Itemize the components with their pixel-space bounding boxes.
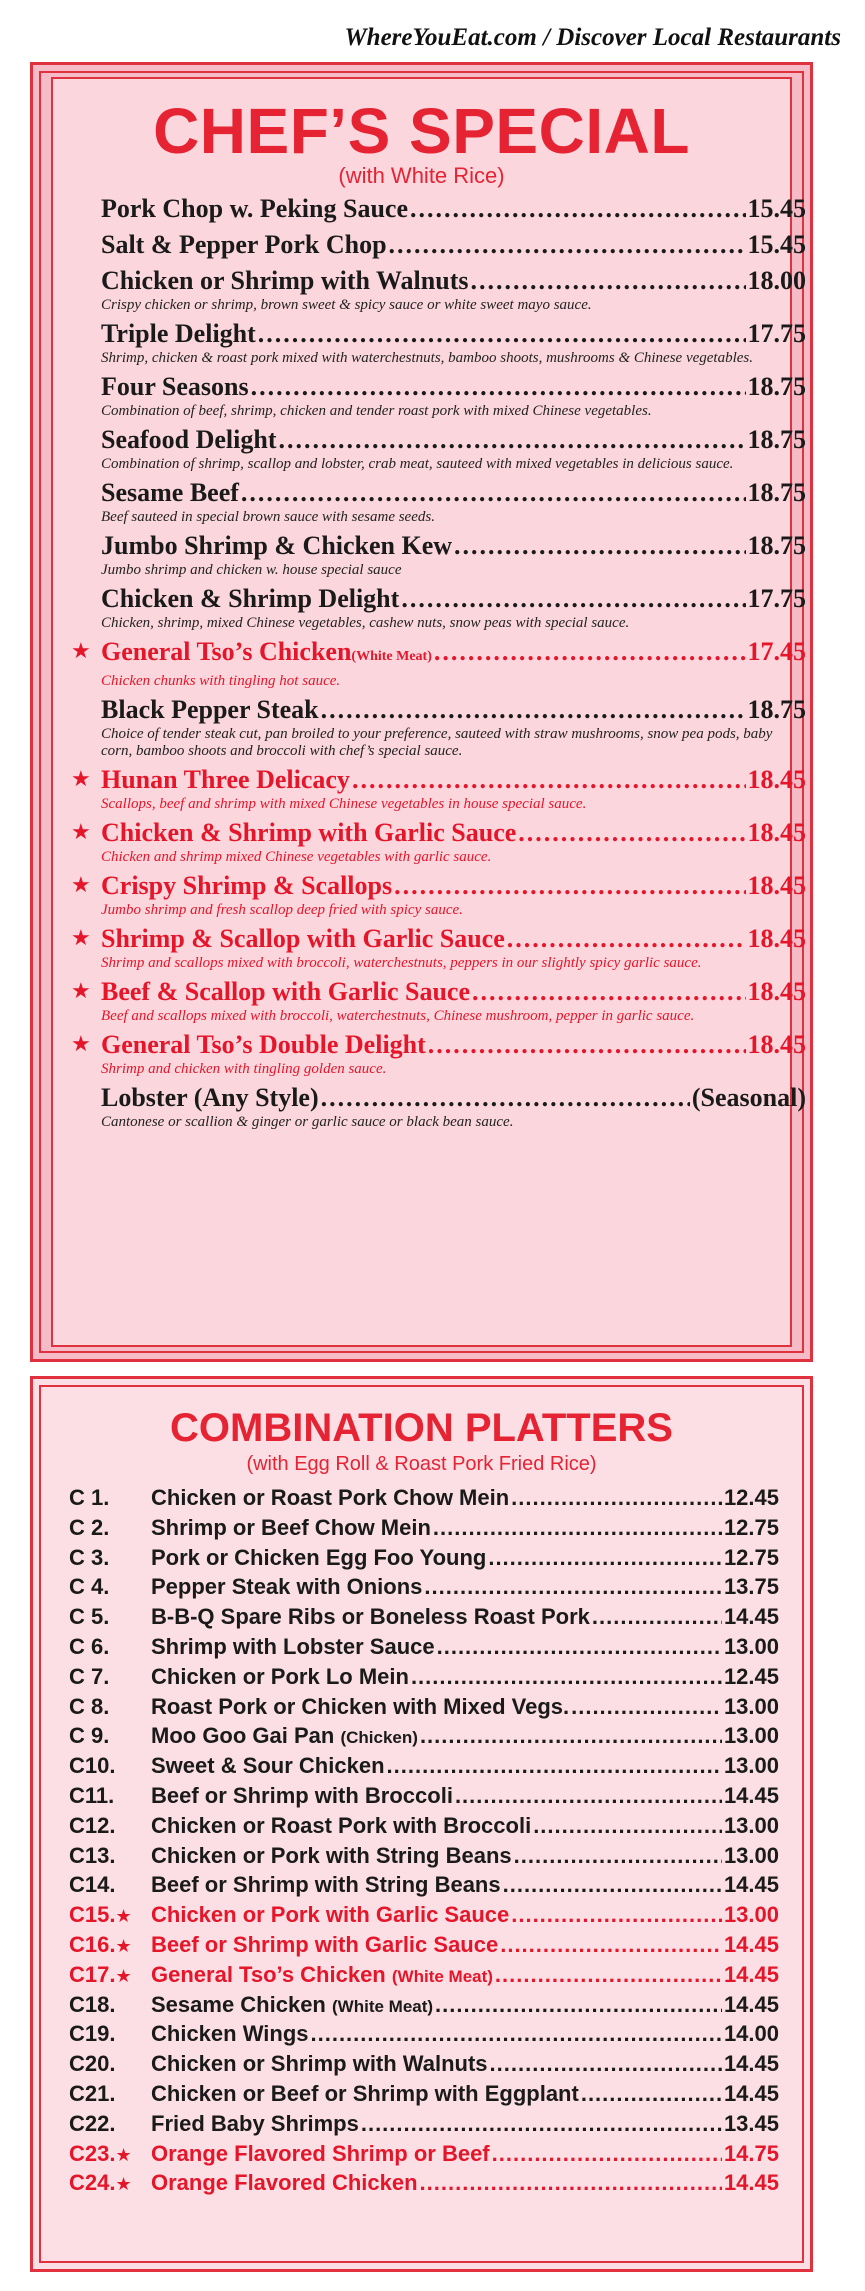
- combo-code-text: C 7.: [69, 1663, 110, 1689]
- leader-dots: [435, 1992, 722, 2018]
- menu-item-description: Shrimp and scallops mixed with broccoli, waterchestnuts, peppers in our slightly spicy garlic sauce.: [101, 955, 702, 971]
- leader-dots: [258, 318, 746, 350]
- leader-dots: [472, 976, 745, 1008]
- menu-item-price: 17.45: [747, 637, 806, 666]
- menu-item-description: Shrimp and chicken with tingling golden sauce.: [101, 1061, 387, 1077]
- combo-row: [69, 2170, 779, 2200]
- combo-code: [69, 1515, 151, 1541]
- combo-code: [69, 1962, 151, 1988]
- combo-price: 14.45: [723, 1872, 779, 1898]
- combination-platters-panel: [30, 1376, 813, 2272]
- menu-item-line: [101, 764, 806, 796]
- menu-item-name: Triple Delight: [101, 319, 256, 348]
- combo-price: 13.00: [723, 1842, 779, 1868]
- combo-code: [69, 1813, 151, 1839]
- menu-item-price: 18.45: [747, 924, 806, 953]
- star-icon: ★: [71, 639, 91, 664]
- combo-price: 13.00: [723, 1633, 779, 1659]
- combo-note: (White Meat): [391, 1966, 493, 1986]
- combo-code-text: C20.: [69, 2051, 116, 2077]
- leader-dots: [514, 1843, 722, 1869]
- combo-name: Shrimp with Lobster Sauce: [151, 1633, 435, 1659]
- combo-name: Chicken or Beef or Shrimp with Eggplant: [151, 2080, 579, 2106]
- combo-name: Chicken or Shrimp with Walnuts: [151, 2051, 488, 2077]
- menu-item-description: Combination of shrimp, scallop and lobster, crab meat, sauteed with mixed vegetables in delicious sauce.: [101, 456, 734, 472]
- leader-dots: [361, 2111, 722, 2137]
- leader-dots: [411, 1664, 722, 1690]
- combination-subtitle: (with Egg Roll & Roast Pork Fried Rice): [246, 1453, 597, 1475]
- leader-dots: [251, 371, 746, 403]
- star-icon: ★: [71, 926, 91, 951]
- menu-item-name: Crispy Shrimp & Scallops: [101, 871, 393, 900]
- menu-item-name: Seafood Delight: [101, 425, 277, 454]
- combo-code: [69, 2081, 151, 2107]
- leader-dots: [279, 424, 746, 456]
- menu-item-price: 18.45: [747, 765, 806, 794]
- combo-row: [69, 2021, 779, 2051]
- leader-dots: [454, 530, 745, 562]
- leader-dots: [571, 1694, 722, 1720]
- combo-price: 14.45: [723, 2170, 779, 2196]
- chefs-special-list: [71, 193, 806, 1135]
- menu-item-name: Jumbo Shrimp & Chicken Kew: [101, 531, 453, 560]
- combo-code: [69, 2141, 151, 2167]
- combo-row: [69, 1515, 779, 1545]
- combo-row: [69, 1992, 779, 2022]
- menu-item-price: 18.45: [747, 871, 806, 900]
- combo-row: [69, 1545, 779, 1575]
- menu-item-description: Cantonese or scallion & ginger or garlic sauce or black bean sauce.: [101, 1114, 514, 1130]
- combo-code-text: C13.: [69, 1842, 116, 1868]
- menu-item: [71, 923, 806, 972]
- combination-title: COMBINATION PLATTERS: [170, 1406, 673, 1450]
- combo-code: [69, 1664, 151, 1690]
- combo-code: [69, 1723, 151, 1749]
- combo-row: [69, 1843, 779, 1873]
- menu-item: [101, 694, 806, 760]
- combo-price: 12.75: [723, 1544, 779, 1570]
- menu-item-name: Four Seasons: [101, 372, 249, 401]
- combo-code-text: C21.: [69, 2080, 116, 2106]
- combo-row: [69, 1813, 779, 1843]
- menu-item-price: 15.45: [747, 230, 806, 259]
- menu-item-line: [101, 530, 806, 562]
- menu-item-line: [101, 229, 806, 261]
- leader-dots: [500, 1932, 722, 1958]
- combo-row: [69, 1723, 779, 1753]
- combo-row: [69, 1932, 779, 1962]
- leader-dots: [420, 2170, 722, 2196]
- combo-code-text: C22.: [69, 2110, 116, 2136]
- combo-price: 14.45: [723, 1604, 779, 1630]
- menu-item-name: General Tso’s Chicken: [101, 637, 352, 666]
- star-icon: ★: [115, 2144, 132, 2166]
- leader-dots: [507, 923, 746, 955]
- combo-row: [69, 2111, 779, 2141]
- combo-name: Fried Baby Shrimps: [151, 2110, 359, 2136]
- star-icon: ★: [71, 767, 91, 792]
- menu-item-price: 18.00: [747, 266, 806, 295]
- combo-note: (Chicken): [340, 1728, 418, 1748]
- combo-row: [69, 2081, 779, 2111]
- combo-name: Beef or Shrimp with String Beans: [151, 1872, 501, 1898]
- combo-price: 14.45: [723, 2051, 779, 2077]
- menu-item-description: Beef sauteed in special brown sauce with sesame seeds.: [101, 509, 435, 525]
- leader-dots: [592, 1604, 722, 1630]
- menu-item-description: Combination of beef, shrimp, chicken and tender roast pork with mixed Chinese vegetables.: [101, 403, 652, 419]
- combo-code-text: C10.: [69, 1753, 116, 1779]
- combo-row: [69, 1872, 779, 1902]
- menu-item-price: 18.45: [747, 818, 806, 847]
- combo-code-text: C15.: [69, 1902, 116, 1928]
- leader-dots: [433, 1515, 722, 1541]
- combo-code: [69, 1843, 151, 1869]
- combo-name: Pork or Chicken Egg Foo Young: [151, 1544, 487, 1570]
- combo-price: 14.75: [723, 2140, 779, 2166]
- menu-item-name: Salt & Pepper Pork Chop: [101, 230, 387, 259]
- leader-dots: [434, 636, 746, 668]
- combo-name: Chicken or Pork Lo Mein: [151, 1663, 409, 1689]
- menu-item-description: Choice of tender steak cut, pan broiled to your preference, sauteed with straw mushrooms, snow pea pods, baby corn, bamboo shoots and broccoli with chef’s special sauce.: [101, 726, 773, 759]
- star-icon: ★: [115, 1935, 132, 1957]
- combination-list: [69, 1485, 779, 2200]
- combo-price: 14.45: [723, 1782, 779, 1808]
- combo-code-text: C12.: [69, 1812, 116, 1838]
- combo-name: Beef or Shrimp with Broccoli: [151, 1782, 453, 1808]
- menu-item-name: Lobster (Any Style): [101, 1083, 319, 1112]
- combo-code-text: C 6.: [69, 1633, 110, 1659]
- menu-item-line: [101, 976, 806, 1008]
- menu-item-line: [101, 424, 806, 456]
- combo-code-text: C11.: [69, 1782, 115, 1808]
- combo-price: 12.45: [723, 1663, 779, 1689]
- leader-dots: [490, 2051, 722, 2077]
- menu-item-price: 18.75: [747, 695, 806, 724]
- menu-item-line: [101, 477, 806, 509]
- combo-row: [69, 1574, 779, 1604]
- combo-price: 13.45: [723, 2110, 779, 2136]
- menu-item: [71, 1029, 806, 1078]
- menu-item-name: General Tso’s Double Delight: [101, 1030, 426, 1059]
- combo-code-text: C 2.: [69, 1514, 110, 1540]
- combo-code-text: C24.: [69, 2170, 116, 2196]
- combo-row: [69, 2141, 779, 2171]
- menu-item-line: [101, 817, 806, 849]
- leader-dots: [511, 1485, 722, 1511]
- star-icon: ★: [115, 1965, 132, 1987]
- menu-item-name: Chicken & Shrimp Delight: [101, 584, 400, 613]
- combo-name: Beef or Shrimp with Garlic Sauce: [151, 1931, 499, 1957]
- combo-row: [69, 1694, 779, 1724]
- star-icon: ★: [71, 1032, 91, 1057]
- combo-code: [69, 1872, 151, 1898]
- leader-dots: [488, 1545, 722, 1571]
- menu-item: [101, 424, 806, 473]
- menu-item-name: Chicken & Shrimp with Garlic Sauce: [101, 818, 517, 847]
- combo-name: Shrimp or Beef Chow Mein: [151, 1514, 431, 1540]
- menu-item-price: 17.75: [747, 584, 806, 613]
- menu-item-line: [101, 923, 806, 955]
- combo-price: 14.00: [723, 2021, 779, 2047]
- menu-item-price: (Seasonal): [691, 1083, 806, 1112]
- menu-item: [71, 817, 806, 866]
- star-icon: ★: [71, 820, 91, 845]
- combo-name: Chicken Wings: [151, 2021, 309, 2047]
- menu-item: [101, 583, 806, 632]
- combo-name: Sesame Chicken: [151, 1991, 326, 2017]
- combo-code: [69, 2021, 151, 2047]
- star-icon: ★: [71, 873, 91, 898]
- menu-item-price: 18.75: [747, 425, 806, 454]
- menu-item-price: 17.75: [747, 319, 806, 348]
- combo-code-text: C 9.: [69, 1723, 110, 1749]
- menu-item-description: Chicken and shrimp mixed Chinese vegetables with garlic sauce.: [101, 849, 492, 865]
- leader-dots: [410, 193, 746, 225]
- combo-price: 12.45: [723, 1485, 779, 1510]
- leader-dots: [311, 2021, 722, 2047]
- menu-item: [101, 477, 806, 526]
- menu-item-line: [101, 583, 806, 615]
- menu-item: [101, 265, 806, 314]
- menu-item: [101, 371, 806, 420]
- menu-item-name: Black Pepper Steak: [101, 695, 319, 724]
- combo-row: [69, 1634, 779, 1664]
- menu-item-name: Chicken or Shrimp with Walnuts: [101, 266, 469, 295]
- combo-price: 14.45: [723, 1961, 779, 1987]
- combo-name: Chicken or Roast Pork with Broccoli: [151, 1812, 532, 1838]
- combo-name: Sweet & Sour Chicken: [151, 1753, 385, 1779]
- star-icon: ★: [115, 1906, 132, 1928]
- menu-item-line: [101, 318, 806, 350]
- leader-dots: [495, 1962, 722, 1988]
- menu-item-line: [101, 193, 806, 225]
- combo-name: Orange Flavored Chicken: [151, 2170, 418, 2196]
- leader-dots: [492, 2141, 722, 2167]
- menu-item-name: Beef & Scallop with Garlic Sauce: [101, 977, 471, 1006]
- combo-code: [69, 1753, 151, 1779]
- menu-item-name: Pork Chop w. Peking Sauce: [101, 194, 408, 223]
- chefs-special-title: CHEF’S SPECIAL: [153, 95, 690, 167]
- combo-row: [69, 1902, 779, 1932]
- leader-dots: [533, 1813, 722, 1839]
- combo-code-text: C18.: [69, 1991, 116, 2017]
- leader-dots: [387, 1753, 722, 1779]
- menu-item-name: Sesame Beef: [101, 478, 239, 507]
- leader-dots: [437, 1634, 722, 1660]
- leader-dots: [352, 764, 746, 796]
- combo-note: (White Meat): [332, 1996, 434, 2016]
- leader-dots: [424, 1574, 722, 1600]
- combo-price: 13.00: [723, 1753, 779, 1779]
- combo-row: [69, 1604, 779, 1634]
- star-icon: ★: [71, 979, 91, 1004]
- combo-code: [69, 1604, 151, 1630]
- combo-code: [69, 2051, 151, 2077]
- combo-code: [69, 1485, 151, 1511]
- combo-code-text: C 1.: [69, 1485, 110, 1510]
- combo-price: 14.45: [723, 2080, 779, 2106]
- menu-item-note: (White Meat): [351, 649, 432, 664]
- menu-item: [101, 318, 806, 367]
- combo-code-text: C17.: [69, 1961, 116, 1987]
- menu-item: [71, 976, 806, 1025]
- combo-name: Orange Flavored Shrimp or Beef: [151, 2140, 490, 2166]
- leader-dots: [321, 694, 746, 726]
- menu-item-description: Beef and scallops mixed with broccoli, waterchestnuts, Chinese mushroom, pepper in garlic sauce.: [101, 1008, 695, 1024]
- combo-code: [69, 1694, 151, 1720]
- combo-row: [69, 2051, 779, 2081]
- combo-name: Chicken or Pork with String Beans: [151, 1842, 512, 1868]
- leader-dots: [511, 1902, 722, 1928]
- leader-dots: [241, 477, 746, 509]
- menu-item-price: 18.75: [747, 478, 806, 507]
- combo-code: [69, 1902, 151, 1928]
- combo-row: [69, 1753, 779, 1783]
- combo-name: General Tso’s Chicken: [151, 1961, 386, 1987]
- combo-name: Chicken or Pork with Garlic Sauce: [151, 1902, 510, 1928]
- menu-item-line: [101, 265, 806, 297]
- combo-code: [69, 1783, 151, 1809]
- combo-price: 13.00: [723, 1723, 779, 1749]
- combo-code-text: C 4.: [69, 1574, 110, 1600]
- chefs-special-panel: [30, 62, 813, 1362]
- chefs-special-subtitle: (with White Rice): [338, 163, 505, 188]
- combo-code: [69, 2170, 151, 2196]
- menu-item-description: Chicken, shrimp, mixed Chinese vegetables, cashew nuts, snow peas with special sauce.: [101, 615, 630, 631]
- combo-row: [69, 1962, 779, 1992]
- menu-item-price: 18.75: [747, 531, 806, 560]
- leader-dots: [503, 1872, 722, 1898]
- combo-name: Roast Pork or Chicken with Mixed Vegs.: [151, 1693, 570, 1719]
- menu-item-line: [101, 870, 806, 902]
- combo-code: [69, 1545, 151, 1571]
- combo-price: 14.45: [723, 1931, 779, 1957]
- leader-dots: [428, 1029, 746, 1061]
- menu-item: [101, 1082, 806, 1131]
- menu-item-price: 18.45: [747, 977, 806, 1006]
- menu-item: [101, 193, 806, 225]
- combo-name: Moo Goo Gai Pan: [151, 1723, 335, 1749]
- leader-dots: [581, 2081, 722, 2107]
- site-header: WhereYouEat.com / Discover Local Restaurants: [344, 24, 841, 51]
- menu-item-price: 18.75: [747, 372, 806, 401]
- combo-code: [69, 1574, 151, 1600]
- combo-code-text: C 3.: [69, 1544, 110, 1570]
- menu-item-line: [101, 371, 806, 403]
- star-icon: ★: [115, 2174, 132, 2196]
- leader-dots: [470, 265, 745, 297]
- leader-dots: [420, 1723, 722, 1749]
- menu-item-description: Chicken chunks with tingling hot sauce.: [101, 673, 341, 689]
- menu-item-description: Scallops, beef and shrimp with mixed Chinese vegetables in house special sauce.: [101, 796, 587, 812]
- combo-price: 13.00: [723, 1812, 779, 1838]
- combo-code: [69, 1992, 151, 2018]
- menu-item-price: 18.45: [747, 1030, 806, 1059]
- combo-code-text: C23.: [69, 2140, 116, 2166]
- menu-item-description: Crispy chicken or shrimp, brown sweet & spicy sauce or white sweet mayo sauce.: [101, 297, 592, 313]
- combo-name: B-B-Q Spare Ribs or Boneless Roast Pork: [151, 1604, 590, 1630]
- menu-item: [101, 530, 806, 579]
- combo-name: Pepper Steak with Onions: [151, 1574, 423, 1600]
- combo-price: 12.75: [723, 1514, 779, 1540]
- menu-item-line: [101, 694, 806, 726]
- combo-code-text: C14.: [69, 1872, 116, 1898]
- leader-dots: [518, 817, 745, 849]
- combo-row: [69, 1783, 779, 1813]
- menu-item-description: Shrimp, chicken & roast pork mixed with waterchestnuts, bamboo shoots, mushrooms & Chinese vegetables.: [101, 350, 754, 366]
- combo-code: [69, 1634, 151, 1660]
- combo-price: 13.75: [723, 1574, 779, 1600]
- combo-code-text: C16.: [69, 1931, 116, 1957]
- combo-code: [69, 1932, 151, 1958]
- menu-item-line: [101, 1029, 806, 1061]
- menu-item-name: Shrimp & Scallop with Garlic Sauce: [101, 924, 505, 953]
- combo-row: [69, 1485, 779, 1515]
- combo-code-text: C 5.: [69, 1604, 110, 1630]
- combo-price: 13.00: [723, 1693, 779, 1719]
- combo-name: Chicken or Roast Pork Chow Mein: [151, 1485, 510, 1510]
- menu-item-name: Hunan Three Delicacy: [101, 765, 350, 794]
- menu-item-description: Jumbo shrimp and chicken w. house special sauce: [101, 562, 402, 578]
- combo-price: 13.00: [723, 1902, 779, 1928]
- menu-item: [71, 636, 806, 690]
- leader-dots: [394, 870, 745, 902]
- menu-item: [71, 764, 806, 813]
- menu-item: [101, 229, 806, 261]
- menu-item: [71, 870, 806, 919]
- combo-row: [69, 1664, 779, 1694]
- leader-dots: [389, 229, 746, 261]
- menu-item-line: [101, 1082, 806, 1114]
- menu-item-description: Jumbo shrimp and fresh scallop deep fried with spicy sauce.: [101, 902, 463, 918]
- menu-item-price: 15.45: [747, 194, 806, 223]
- leader-dots: [321, 1082, 690, 1114]
- leader-dots: [455, 1783, 722, 1809]
- menu-item-line: [101, 636, 806, 673]
- leader-dots: [401, 583, 745, 615]
- combo-price: 14.45: [723, 1991, 779, 2017]
- combo-code-text: C 8.: [69, 1693, 110, 1719]
- combo-code-text: C19.: [69, 2021, 116, 2047]
- combo-code: [69, 2111, 151, 2137]
